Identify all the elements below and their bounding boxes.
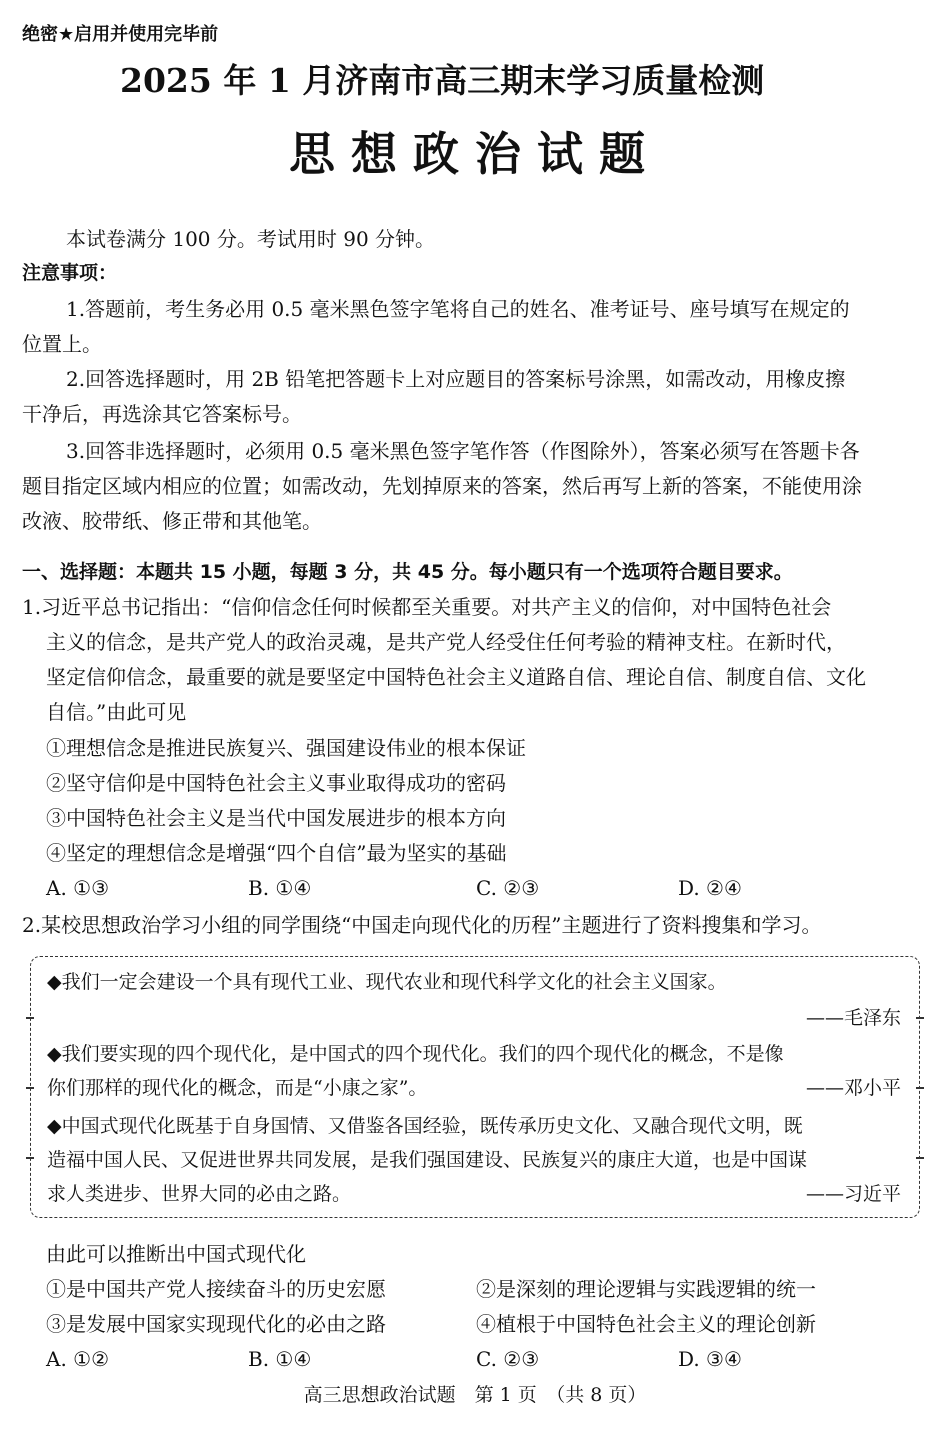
quote-deng: ◆我们要实现的四个现代化，是中国式的四个现代化。我们的四个现代化的概念，不是像 [47, 1043, 784, 1065]
notice-line: 3.回答非选择题时，必须用 0.5 毫米黑色签字笔作答（作图除外），答案必须写在答题卡各 [66, 439, 860, 463]
question-2-lead: 由此可以推断出中国式现代化 [46, 1242, 306, 1266]
question-2-statement: ④植根于中国特色社会主义的理论创新 [476, 1312, 816, 1336]
question-2-option-d: D. ③④ [678, 1347, 742, 1371]
question-1-statement: ①理想信念是推进民族复兴、强国建设伟业的根本保证 [46, 736, 526, 760]
intro-line: 本试卷满分 100 分。考试用时 90 分钟。 [66, 227, 436, 251]
question-1-option-c: C. ②③ [476, 876, 540, 900]
secret-label: 绝密★启用并使用完毕前 [22, 24, 219, 45]
quote-author-xi: ——习近平 [805, 1183, 901, 1205]
question-1-stem: 坚定信仰信念，最重要的就是要坚定中国特色社会主义道路自信、理论自信、制度自信、文化 [46, 665, 866, 689]
subject-title: 思想政治试题 [289, 127, 661, 181]
question-2-option-b: B. ①④ [248, 1347, 312, 1371]
question-2-stem: 2.某校思想政治学习小组的同学围绕“中国走向现代化的历程”主题进行了资料搜集和学习。 [22, 913, 822, 937]
quote-xi: ◆中国式现代化既基于自身国情、又借鉴各国经验，既传承历史文化、又融合现代文明，既 [47, 1115, 803, 1137]
exam-title: 2025 年 1 月济南市高三期末学习质量检测 [120, 61, 765, 100]
section-heading: 一、选择题：本题共 15 小题，每题 3 分，共 45 分。每小题只有一个选项符合题目要求。 [22, 561, 793, 583]
question-1-option-a: A. ①③ [46, 876, 110, 900]
quote-author-deng: ——邓小平 [805, 1077, 901, 1099]
quote-author-mao: ——毛泽东 [805, 1007, 901, 1029]
question-1-option-d: D. ②④ [678, 876, 742, 900]
notice-line: 题目指定区域内相应的位置；如需改动，先划掉原来的答案，然后再写上新的答案，不能使用涂 [22, 474, 862, 498]
quote-deng: 你们那样的现代化的概念，而是“小康之家”。 [47, 1077, 428, 1099]
question-2-statement: ③是发展中国家实现现代化的必由之路 [46, 1312, 386, 1336]
notice-line: 干净后，再选涂其它答案标号。 [22, 402, 302, 426]
notice-line: 2.回答选择题时，用 2B 铅笔把答题卡上对应题目的答案标号涂黑，如需改动，用橡皮擦 [66, 367, 846, 391]
question-1-option-b: B. ①④ [248, 876, 312, 900]
question-2-statement: ①是中国共产党人接续奋斗的历史宏愿 [46, 1277, 386, 1301]
question-2-statement: ②是深刻的理论逻辑与实践逻辑的统一 [476, 1277, 816, 1301]
question-1-stem: 1.习近平总书记指出：“信仰信念任何时候都至关重要。对共产主义的信仰，对中国特色社会 [22, 595, 832, 619]
question-1-statement: ④坚定的理想信念是增强“四个自信”最为坚实的基础 [46, 841, 507, 865]
quote-box [30, 956, 920, 1218]
question-1-stem: 自信。”由此可见 [46, 700, 187, 724]
quote-xi: 求人类进步、世界大同的必由之路。 [47, 1183, 352, 1205]
page-footer: 高三思想政治试题 第 1 页 （共 8 页） [303, 1384, 647, 1406]
notice-line: 改液、胶带纸、修正带和其他笔。 [22, 509, 322, 533]
quote-xi: 造福中国人民、又促进世界共同发展，是我们强国建设、民族复兴的康庄大道，也是中国谋 [47, 1149, 808, 1171]
notice-line: 1.答题前，考生务必用 0.5 毫米黑色签字笔将自己的姓名、准考证号、座号填写在规定的 [66, 297, 850, 321]
question-1-statement: ③中国特色社会主义是当代中国发展进步的根本方向 [46, 806, 506, 830]
notice-heading: 注意事项： [22, 262, 118, 284]
quote-mao: ◆我们一定会建设一个具有现代工业、现代农业和现代科学文化的社会主义国家。 [47, 971, 727, 993]
question-2-option-c: C. ②③ [476, 1347, 540, 1371]
question-2-option-a: A. ①② [46, 1347, 110, 1371]
question-1-stem: 主义的信念，是共产党人的政治灵魂，是共产党人经受住任何考验的精神支柱。在新时代， [46, 630, 846, 654]
notice-line: 位置上。 [22, 332, 102, 356]
question-1-statement: ②坚守信仰是中国特色社会主义事业取得成功的密码 [46, 771, 506, 795]
